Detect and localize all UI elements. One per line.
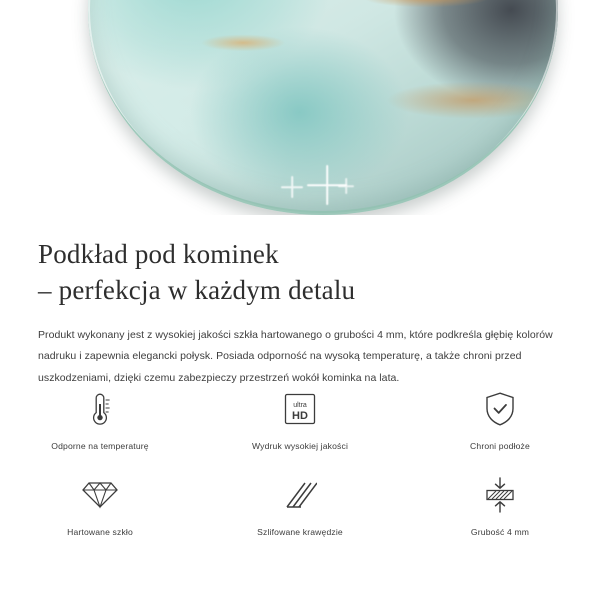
- feature-item-temperature: [10, 388, 190, 451]
- feature-grid: [0, 388, 600, 560]
- feature-label: Hartowane szkło: [67, 527, 133, 537]
- thickness-arrows-icon: [483, 474, 517, 516]
- thermometer-icon: [87, 388, 113, 430]
- diamond-icon: [82, 474, 118, 516]
- svg-text:ultra: ultra: [293, 402, 307, 409]
- feature-item-thickness: [410, 474, 590, 537]
- round-glass-mat-graphic: [88, 0, 558, 215]
- feature-item-surface-protection: [410, 388, 590, 451]
- feature-label: Szlifowane krawędzie: [257, 527, 343, 537]
- svg-text:HD: HD: [292, 410, 308, 422]
- feature-item-tempered-glass: [10, 474, 190, 537]
- headline-line-1: Podkład pod kominek: [38, 239, 279, 269]
- polished-edges-icon: [283, 474, 317, 516]
- text-block: [0, 215, 600, 389]
- page-title: [38, 237, 562, 309]
- feature-label: Wydruk wysokiej jakości: [251, 441, 349, 451]
- feature-item-polished-edges: [210, 474, 390, 537]
- feature-label: Chroni podłoże: [470, 441, 530, 451]
- body-paragraph: Produkt wykonany jest z wysokiej jakości szkła hartowanego o grubości 4 mm, które podkreśla głębię kolorów nadruku i zapewnia elegancki połysk. Posiada odporność na wysoką temperaturę, a także chroni przed uszkodzeniami, dzięki czemu zabezpieczy przestrzeń wokół kominka na lata.: [38, 328, 553, 384]
- hero-image: [0, 0, 600, 215]
- ultra-hd-icon: [283, 388, 317, 430]
- feature-label: Grubość 4 mm: [470, 527, 530, 537]
- headline-line-2: – perfekcja w każdym detalu: [38, 274, 356, 305]
- feature-label: Odporne na temperaturę: [51, 441, 149, 451]
- shield-check-icon: [484, 388, 516, 430]
- feature-item-print-quality: [210, 388, 390, 451]
